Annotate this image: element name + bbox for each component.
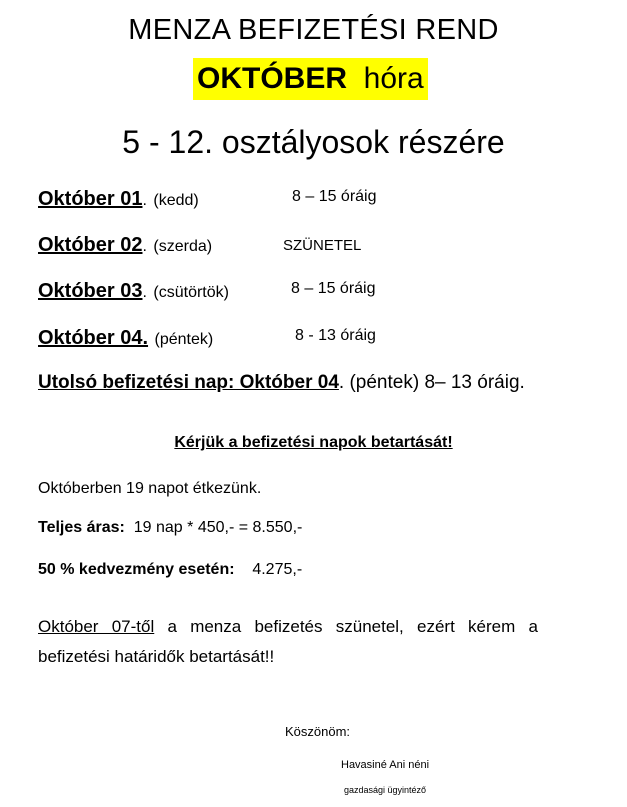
schedule-day: (kedd) xyxy=(153,192,199,209)
schedule-row-1 xyxy=(38,188,377,211)
schedule-date: Október 01 xyxy=(38,188,143,210)
closing-date: Október 07-től xyxy=(38,617,155,636)
discount-label: 50 % kedvezmény esetén: xyxy=(38,561,235,578)
last-payment-label: Utolsó befizetési nap: Október 04 xyxy=(38,372,339,393)
closing-paragraph xyxy=(38,612,538,672)
month-suffix: hóra xyxy=(363,62,424,95)
full-price-label: Teljes áras: xyxy=(38,519,125,536)
month-highlight xyxy=(193,58,428,100)
month-name: OKTÓBER xyxy=(197,62,347,95)
signature-name: Havasiné Ani néni xyxy=(341,759,430,771)
schedule-dot: . xyxy=(142,192,147,209)
schedule-hours: 8 - 13 óráig xyxy=(295,327,376,344)
schedule-date: Október 03 xyxy=(38,280,143,302)
schedule-date: Október 02 xyxy=(38,234,143,256)
schedule-date: Október 04. xyxy=(38,327,149,349)
signature-role: gazdasági ügyintéző xyxy=(344,785,427,795)
schedule-hours: 8 – 15 óráig xyxy=(292,188,377,205)
schedule-dot: . xyxy=(142,238,147,255)
schedule-hours: SZÜNETEL xyxy=(283,237,362,254)
schedule-row-3 xyxy=(38,280,376,303)
full-price-value: 19 nap * 450,- = 8.550,- xyxy=(133,519,303,536)
schedule-day: (szerda) xyxy=(153,238,213,255)
last-payment-day xyxy=(38,372,525,394)
audience-heading: 5 - 12. osztályosok részére xyxy=(122,124,505,160)
closing-text: a menza befizetés szünetel, ezért kérem a befizetési határidők betartását!! xyxy=(38,617,538,666)
schedule-day: (csütörtök) xyxy=(153,284,229,301)
days-count-line: Októberben 19 napot étkezünk. xyxy=(38,480,262,497)
schedule-hours: 8 – 15 óráig xyxy=(291,280,376,297)
document-title: MENZA BEFIZETÉSI REND xyxy=(128,14,499,46)
discount-value: 4.275,- xyxy=(252,561,303,578)
notice-heading: Kérjük a befizetési napok betartását! xyxy=(174,434,453,451)
schedule-day: (péntek) xyxy=(154,331,214,348)
thanks-text: Köszönöm: xyxy=(285,724,351,739)
discount-line xyxy=(38,561,302,579)
schedule-dot: . xyxy=(142,284,147,301)
last-payment-detail: . (péntek) 8– 13 óráig. xyxy=(338,372,525,393)
schedule-row-2 xyxy=(38,234,362,257)
full-price-line xyxy=(38,519,302,537)
schedule-row-4 xyxy=(38,327,376,350)
